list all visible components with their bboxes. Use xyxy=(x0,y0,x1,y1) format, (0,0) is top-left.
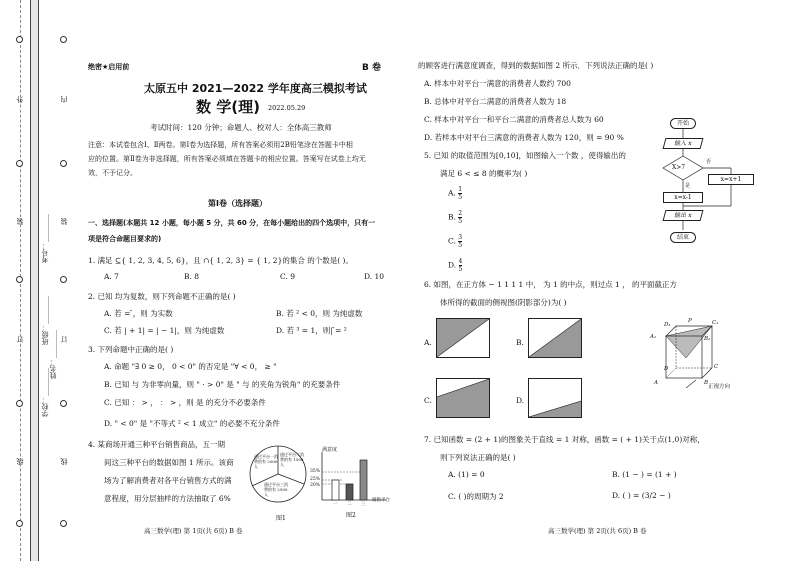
q7-stem: 7. 已知函数 = (2 + 1)的图象关于直线 = 1 对称，函数 = ( + 1)关于点(1,0)对称， xyxy=(424,435,705,444)
q2-option: A. 若 = ̄，则 为实数 xyxy=(104,309,173,318)
seal-circle xyxy=(60,36,67,43)
q6-option-c-view xyxy=(436,378,490,418)
bar-x-tick: 一 xyxy=(333,502,338,507)
seal-circle xyxy=(60,276,67,283)
q6-option-b-view xyxy=(528,318,582,358)
subject-title: 数 学(理) xyxy=(196,98,260,116)
binding-gutter xyxy=(30,0,39,561)
seal-text: 线 xyxy=(60,458,68,465)
q4-option: B. 总体中对平台二满意的消费者人数为 18 xyxy=(424,97,567,106)
q7-option: A. (1) = 0 xyxy=(448,470,485,479)
seal-text: 装 xyxy=(16,218,24,225)
bar-x-tick: 二 xyxy=(347,502,352,507)
flow-increment: x=x+1 xyxy=(708,174,754,185)
q6-stem: 体所得的截面的侧视图(阴影部分)为( ) xyxy=(440,298,567,307)
section-intro: 项是符合命题目要求的) xyxy=(88,235,162,243)
cube-label: A xyxy=(654,380,658,386)
name-label-2: 姓名：________ xyxy=(49,330,57,379)
q7-option: B. (1 − ) = (1 + ) xyxy=(612,470,677,479)
seal-circle xyxy=(60,160,67,167)
flow-yes-label: 是 xyxy=(685,183,691,189)
figure-caption: 图2 xyxy=(346,512,356,519)
seal-circle xyxy=(16,400,23,407)
q1-option: C. 9 xyxy=(280,272,296,281)
q5-option: A. $\frac{1}{5}$ xyxy=(448,186,463,201)
seal-circle xyxy=(16,160,23,167)
q6-option-label: C. xyxy=(424,396,432,405)
figure-caption: 图1 xyxy=(276,515,286,522)
cube-label: C₁ xyxy=(712,320,719,326)
q5-option: D. $\frac{4}{5}$ xyxy=(448,258,463,273)
bar-tick: 35% xyxy=(310,469,321,474)
cube-label: P xyxy=(688,318,692,324)
q4-option: C. 样本中对平台一和平台二满意的消费者总人数为 60 xyxy=(424,115,604,124)
cube-label: B xyxy=(704,380,709,386)
q3-option: D. " < 0" 是 "不等式 ² < 1 成立" 的必要不充分条件 xyxy=(104,419,280,428)
q5-option: B. $\frac{2}{5}$ xyxy=(448,210,463,225)
flow-condition: X>7 xyxy=(672,164,686,171)
q4-option: D. 若样本中对平台三满意的消费者人数为 120，则 = 90 % xyxy=(424,133,624,142)
q7-option: C. ( )的周期为 2 xyxy=(448,492,504,501)
flow-output: 输出 x xyxy=(663,210,704,221)
q2-stem: 2. 已知 均为复数，则下列命题不正确的是( ) xyxy=(88,292,236,301)
section-title: 第Ⅰ卷（选择题） xyxy=(208,199,267,208)
cube-label: B₁ xyxy=(704,336,711,342)
q6-stem: 6. 如图，在正方体 − 1 1 1 1 中， 为 1 的中点，则过点 1 ， 的平面截正方 xyxy=(424,280,678,289)
q1-stem: 1. 满足 ⊆{ 1, 2, 3, 4, 5, 6}，且 ∩{ 1, 2, 3} = { 1, 2}的集合 的个数是( )。 xyxy=(88,256,353,265)
bar-x-tick: 三 xyxy=(361,502,366,507)
bar-x-label: 销售平台 xyxy=(372,498,390,503)
q2-option: B. 若 ² < 0，则 为纯虚数 xyxy=(276,309,363,318)
q1-option: D. 10 xyxy=(364,272,385,281)
cube-label: C xyxy=(714,364,719,370)
q7-stem: 则下列说法正确的是( ) xyxy=(440,453,516,462)
notice-line: 应的位置。第Ⅱ卷为非选择题，所有答案必须填在答题卡的相应位置。答案写在试卷上均无 xyxy=(88,155,366,163)
seal-text: 装 xyxy=(60,218,68,225)
exam-number-label: 考号：________ xyxy=(41,214,49,263)
q2-option: D. 若 ³ = 1，则| ̄= ² xyxy=(276,326,347,335)
cube-label: D₁ xyxy=(664,322,671,328)
seal-circle xyxy=(60,520,67,527)
exam-title: 太原五中 2021—2022 学年度高三模拟考试 xyxy=(144,82,367,95)
q5-stem: 满足 6 < ≤ 8 的概率为( ) xyxy=(440,169,528,178)
q5-option: C. $\frac{3}{5}$ xyxy=(448,234,463,249)
cube-label: D xyxy=(664,366,669,372)
notice-line: 效，不予记分。 xyxy=(88,169,137,177)
seal-text: 内 xyxy=(60,96,68,103)
flow-end: 结束 xyxy=(670,232,696,243)
q6-option-label: B. xyxy=(516,338,524,347)
q6-option-label: D. xyxy=(516,396,525,405)
view-direction-label: 正视方向 xyxy=(708,384,731,390)
q6-option-label: A. xyxy=(424,338,432,347)
cube-figure xyxy=(654,318,734,390)
pie-label: 通过平台二消费的有 1500 人 xyxy=(280,452,304,467)
exam-info: 考试时间：120 分钟；命题人、校对人：全体高三教师 xyxy=(150,123,332,132)
q3-option: B. 已知 与 为非零向量，则 " · > 0" 是 " 与 的夹角为锐角" 的充要条件 xyxy=(104,380,341,389)
seal-text: 订 xyxy=(16,336,24,343)
bar-y-label: 满意度 xyxy=(322,447,338,453)
q3-stem: 3. 下列命题中正确的是( ) xyxy=(88,345,174,354)
pie-label: 通过平台三消费的有 2500 人 xyxy=(264,482,288,497)
seal-text: 线 xyxy=(16,458,24,465)
seal-circle xyxy=(60,400,67,407)
q6-option-a-view xyxy=(436,318,490,358)
flow-start: 开始 xyxy=(670,118,696,129)
q2-option: C. 若 | + 1| = | − 1|，则 为纯虚数 xyxy=(104,326,225,335)
bar-tick: 20% xyxy=(310,483,321,488)
seal-circle xyxy=(16,520,23,527)
q1-option: A. 7 xyxy=(104,272,119,281)
q4-option: A. 样本中对平台一满意的消费者人数约 700 xyxy=(424,79,571,88)
secret-mark: 绝密★启用前 xyxy=(88,63,130,71)
footer-left: 高三数学(理) 第 1页(共 6页) B 卷 xyxy=(144,527,243,535)
q5-stem: 5. 已知 的取值范围为[0,10]，如图输入一个数 ，使得输出的 xyxy=(424,151,626,160)
flow-decrement: x=x-1 xyxy=(663,192,703,203)
bar-tick: 25% xyxy=(310,477,321,482)
volume-mark: B 卷 xyxy=(362,63,381,73)
footer-right: 高三数学(理) 第 2页(共 6页) B 卷 xyxy=(548,527,647,535)
seal-circle xyxy=(16,36,23,43)
class-label: 班级：________ xyxy=(41,296,49,345)
flow-input: 输入 x xyxy=(663,138,704,149)
section-intro: 一、选择题(本题共 12 小题，每小题 5 分，共 60 分，在每小题给出的四个选项中，只有一 xyxy=(88,219,376,227)
school-label: 学校：________ xyxy=(41,368,49,417)
notice-line: 注意：本试卷包含Ⅰ、Ⅱ两卷。第Ⅰ卷为选择题，所有答案必须用2B铅笔涂在答题卡中相 xyxy=(88,141,353,149)
exam-date: 2022.05.29 xyxy=(268,104,306,112)
q4-line: 意程度，用分层抽样的方法抽取了 6% xyxy=(104,494,231,503)
seal-text: 订 xyxy=(60,336,68,343)
q3-option: A. 命题 "∃ 0 ≥ 0， 0 < 0" 的否定是 "∀ < 0， ≥ " xyxy=(104,362,277,371)
q4-line: 4. 某商场开通三种平台销售商品，五一期 xyxy=(88,440,226,449)
q4-line: 场为了解消费者对各平台销售方式的满 xyxy=(104,476,232,485)
seal-circle xyxy=(16,276,23,283)
cube-label: A₁ xyxy=(650,334,657,340)
q6-option-d-view xyxy=(528,378,582,418)
flow-no-label: 否 xyxy=(706,159,712,165)
q3-option: C. 已知 ： > ， ： > ，则 是 的充分不必要条件 xyxy=(104,398,266,407)
pie-label: 通过平台一消费的有 2000 人 xyxy=(254,454,278,469)
q4-continue: 的顾客进行满意度调查，得到的数据如图 2 所示．下列说法正确的是( ) xyxy=(418,61,654,70)
seal-text: 外 xyxy=(16,96,24,103)
q1-option: B. 8 xyxy=(184,272,200,281)
q7-option: D. ( ) = (3/2 − ) xyxy=(612,491,671,500)
q4-line: 间这三种平台的数据如图 1 所示。该商 xyxy=(104,458,234,467)
